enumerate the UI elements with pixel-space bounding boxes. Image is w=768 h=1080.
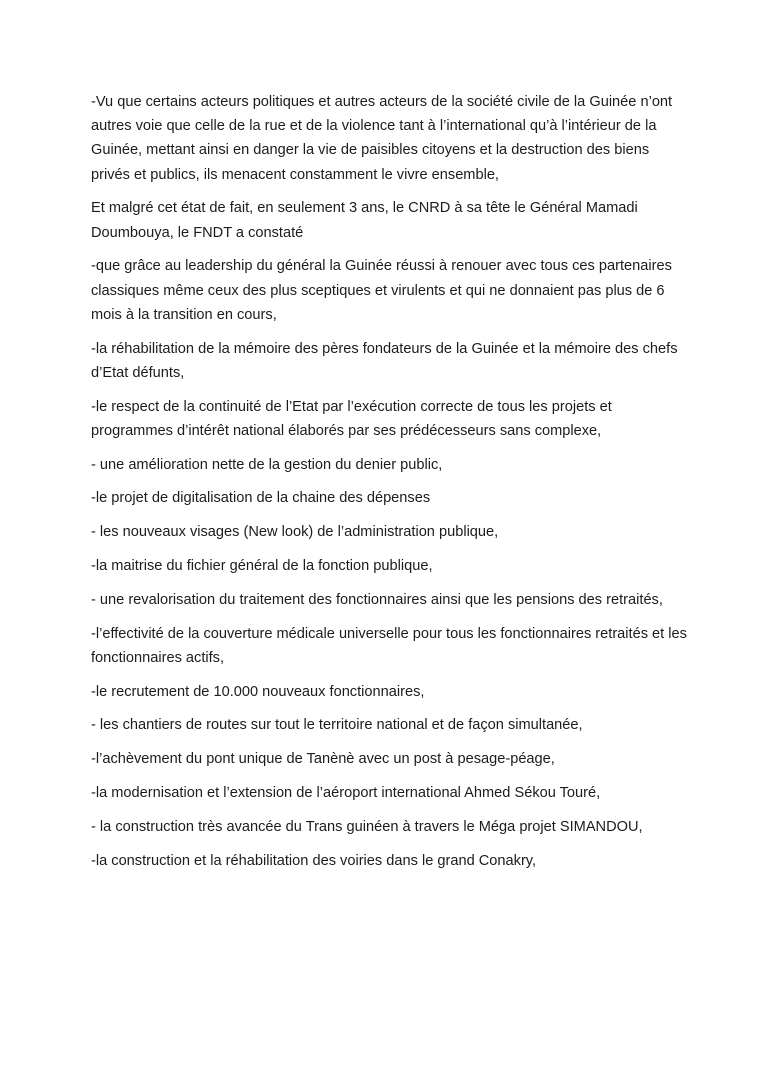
list-item-continuity: -le respect de la continuité de l’Etat par l’exécution correcte de tous les projets et programmes d’intérêt national élaborés par ses prédécesseurs sans complexe, — [91, 398, 612, 439]
list-item-salary-revaluation: - une revalorisation du traitement des fonctionnaires ainsi que les pensions des retraités, — [91, 591, 663, 608]
document-body — [91, 90, 691, 882]
list-item-medical-coverage: -l’effectivité de la couverture médicale universelle pour tous les fonctionnaires retraités et les fonctionnaires actifs, — [91, 625, 687, 666]
list-item-civil-service-file: -la maitrise du fichier général de la fonction publique, — [91, 558, 433, 574]
list-item-memory: -la réhabilitation de la mémoire des pères fondateurs de la Guinée et la mémoire des chefs d’Etat défunts, — [91, 340, 678, 381]
list-item-new-look: - les nouveaux visages (New look) de l’administration publique, — [91, 524, 499, 541]
list-item-leadership: -que grâce au leadership du général la Guinée réussi à renouer avec tous ces partenaires classiques même ceux des plus sceptiques et virulents et qui ne donnaient pas plus de 6 mois à la transition en cours, — [91, 258, 672, 323]
list-item-conakry-roads: -la construction et la réhabilitation des voiries dans le grand Conakry, — [91, 852, 537, 869]
list-item-road-works: - les chantiers de routes sur tout le territoire national et de façon simultanée, — [91, 717, 583, 734]
list-item-airport: -la modernisation et l’extension de l’aéroport international Ahmed Sékou Touré, — [91, 784, 601, 801]
list-item-tanene-bridge: -l’achèvement du pont unique de Tanènè avec un post à pesage-péage, — [91, 751, 555, 768]
paragraph-statement: Et malgré cet état de fait, en seulement 3 ans, le CNRD à sa tête le Général Mamadi Doumbouya, le FNDT a constaté — [91, 200, 638, 241]
list-item-simandou: - la construction très avancée du Trans guinéen à travers le Méga projet SIMANDOU, — [91, 818, 643, 835]
list-item-recruitment: -le recrutement de 10.000 nouveaux fonctionnaires, — [91, 683, 425, 700]
paragraph-intro: -Vu que certains acteurs politiques et autres acteurs de la société civile de la Guinée n’ont autres voie que celle de la rue et de la violence tant à l’international qu’à l’intérieur de la Guinée, mettant ainsi en danger la vie de paisibles citoyens et la destruction des biens privés et publics, ils menacent constamment le vivre ensemble, — [91, 94, 673, 183]
list-item-public-funds: - une amélioration nette de la gestion du denier public, — [91, 456, 443, 473]
list-item-digitalisation: -le projet de digitalisation de la chaine des dépenses — [91, 490, 431, 507]
